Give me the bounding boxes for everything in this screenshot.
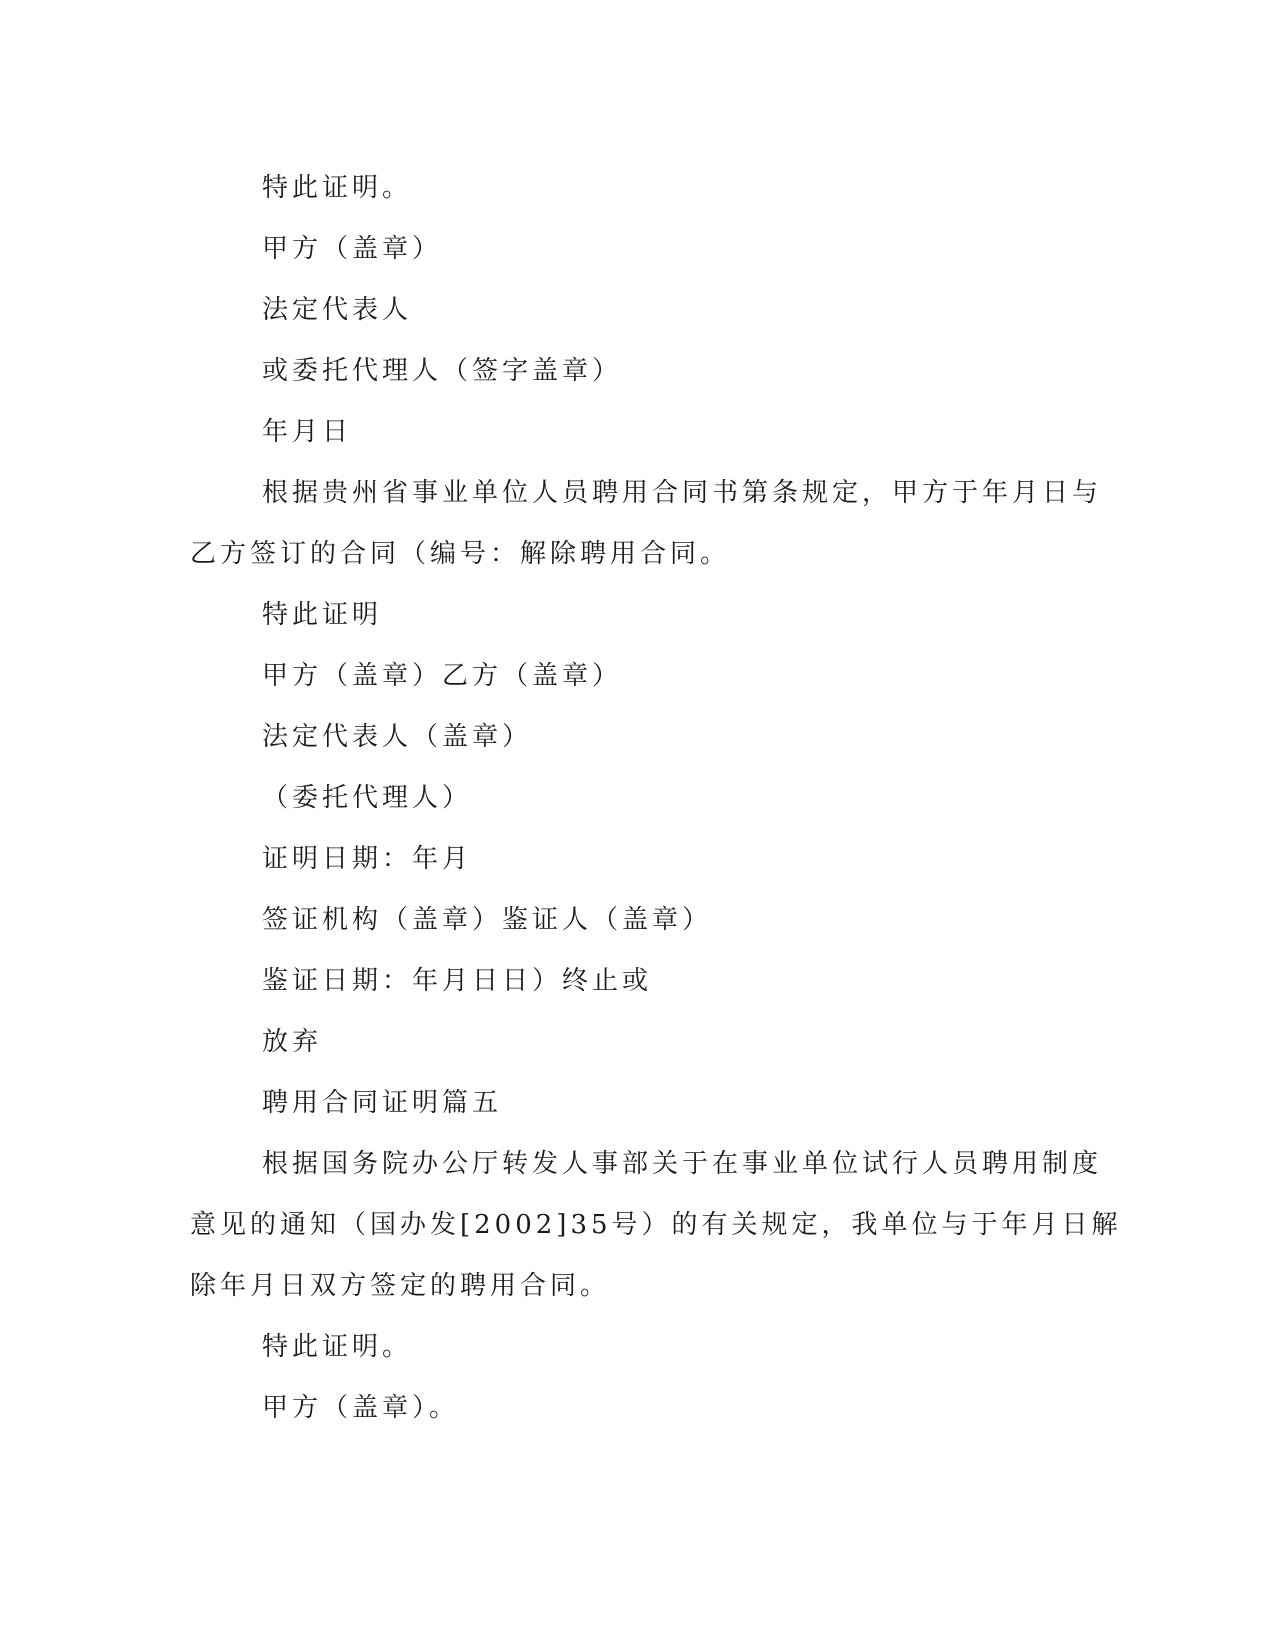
text-line: 签证机构（盖章）鉴证人（盖章）	[262, 905, 713, 935]
text-line: 或委托代理人（签字盖章）	[262, 356, 623, 386]
text-line: 放弃	[262, 1027, 323, 1057]
text-line: 甲方（盖章）	[262, 234, 443, 264]
section-heading: 聘用合同证明篇五	[262, 1088, 503, 1118]
text-line: 特此证明。	[262, 1332, 413, 1362]
text-line: 根据国务院办公厅转发人事部关于在事业单位试行人员聘用制度	[262, 1149, 1103, 1179]
text-line: 证明日期：年月	[262, 844, 473, 874]
text-line: 年月日	[262, 417, 353, 447]
text-line: 根据贵州省事业单位人员聘用合同书第条规定，甲方于年月日与	[262, 478, 1103, 508]
text-line: 法定代表人（盖章）	[262, 722, 533, 752]
text-line: 法定代表人	[262, 295, 413, 325]
text-line: 甲方（盖章）。	[262, 1393, 460, 1423]
text-line: 特此证明	[262, 600, 383, 630]
text-line: 特此证明。	[262, 173, 413, 203]
text-line: 甲方（盖章）乙方（盖章）	[262, 661, 623, 691]
document-body	[190, 158, 1122, 1439]
text-line: 乙方签订的合同（编号：解除聘用合同。	[190, 539, 731, 569]
text-line: 鉴证日期：年月日日）终止或	[262, 966, 653, 996]
text-line: 意见的通知（国办发[2002]35号）的有关规定，我单位与于年月日解	[190, 1210, 1122, 1240]
text-line: 除年月日双方签定的聘用合同。	[190, 1271, 611, 1301]
text-line: （委托代理人）	[262, 783, 473, 813]
